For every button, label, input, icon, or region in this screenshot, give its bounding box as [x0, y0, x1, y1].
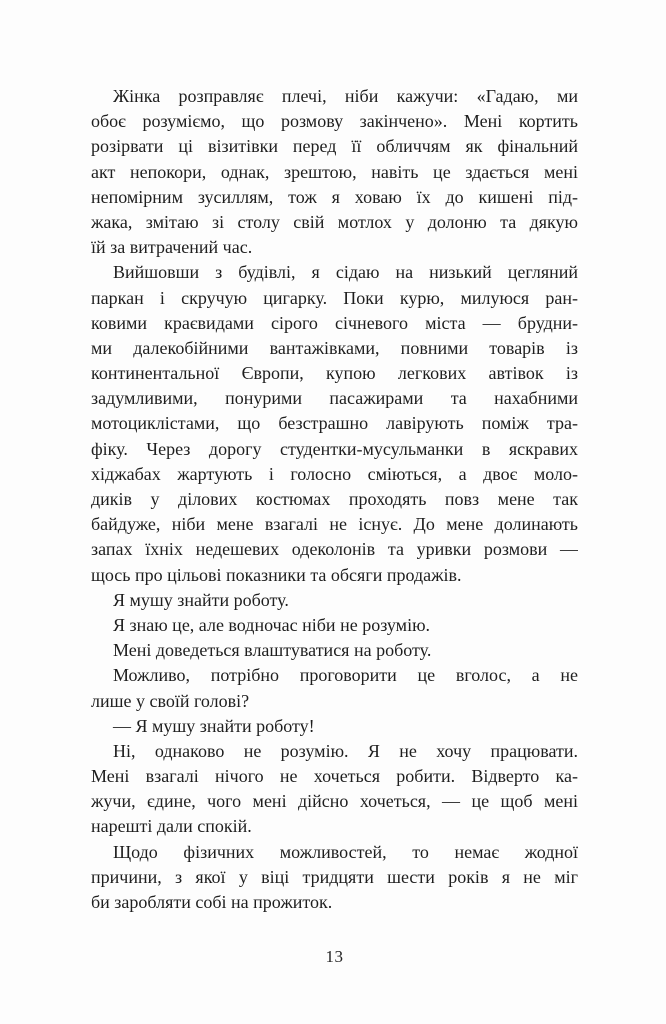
text-line: байдуже, ніби мене взагалі не існує. До мене долинають: [91, 514, 578, 535]
text-line: Мені взагалі нічого не хочеться робити. Відверто ка-: [91, 766, 578, 787]
page-number: 13: [325, 947, 344, 966]
text-line: Вийшовши з будівлі, я сідаю на низький цегляний: [113, 262, 578, 283]
text-line: обоє розуміємо, що розмову закінчено». Мені кортить: [91, 111, 578, 132]
paragraph: [91, 260, 578, 587]
paragraph: [91, 663, 578, 713]
text-line: ми далекобійними вантажівками, повними товарів із: [91, 337, 578, 358]
text-line: ковими краєвидами сірого січневого міста — брудни-: [91, 312, 578, 333]
text-line: Мені доведеться влаштуватися на роботу.: [113, 640, 432, 661]
text-line: розірвати ці візитівки перед її обличчям як фінальний: [91, 136, 578, 157]
text-line: жака, змітаю зі столу свій мотлох у долоню та дякую: [91, 211, 578, 232]
page-text: [91, 84, 578, 915]
text-line: Я мушу знайти роботу.: [113, 589, 289, 610]
paragraph: [91, 613, 578, 638]
text-line: хіджабах жартують і голосно сміються, а двоє моло-: [91, 463, 578, 484]
paragraph: [91, 840, 578, 916]
paragraph: [91, 84, 578, 260]
text-line: їй за витрачений час.: [91, 237, 253, 258]
text-line: Ні, однаково не розумію. Я не хочу працювати.: [113, 740, 578, 761]
paragraph: [91, 714, 578, 739]
paragraph: [91, 588, 578, 613]
text-line: Щодо фізичних можливостей, то немає жодної: [113, 841, 578, 862]
text-line: — Я мушу знайти роботу!: [113, 715, 315, 736]
text-line: жучи, єдине, чого мені дійсно хочеться, — це щоб мені: [91, 791, 578, 812]
text-line: континентальної Європи, купою легкових автівок із: [91, 363, 578, 384]
text-line: паркан і скручую цигарку. Поки курю, милуюся ран-: [91, 287, 578, 308]
text-line: задумливими, понурими пасажирами та нахабними: [91, 388, 578, 409]
text-line: Я знаю це, але водночас ніби не розумію.: [113, 614, 431, 635]
text-line: диків у ділових костюмах проходять повз мене так: [91, 489, 578, 509]
text-line: фіку. Через дорогу студентки-мусульманки в яскравих: [91, 438, 578, 459]
text-line: нарешті дали спокій.: [91, 816, 252, 837]
text-line: причини, з якої у віці тридцяти шести років я не міг: [91, 866, 578, 887]
text-line: лише у своїй голові?: [91, 690, 250, 711]
text-line: Можливо, потрібно проговорити це вголос, а не: [113, 665, 578, 686]
text-line: Жінка розправляє плечі, ніби кажучи: «Гадаю, ми: [113, 86, 578, 106]
text-line: мотоциклістами, що безстрашно лавірують поміж тра-: [91, 413, 578, 434]
text-line: акт непокори, однак, зрештою, навіть це здається мені: [91, 161, 578, 182]
text-line: би заробляти собі на прожиток.: [91, 892, 333, 912]
text-line: непомірним зусиллям, тож я ховаю їх до кишені під-: [91, 186, 578, 207]
paragraph: [91, 638, 578, 663]
text-line: запах їхніх недешевих одеколонів та уривки розмови —: [91, 539, 578, 560]
text-line: щось про цільові показники та обсяги продажів.: [91, 564, 462, 585]
paragraph: [91, 739, 578, 840]
